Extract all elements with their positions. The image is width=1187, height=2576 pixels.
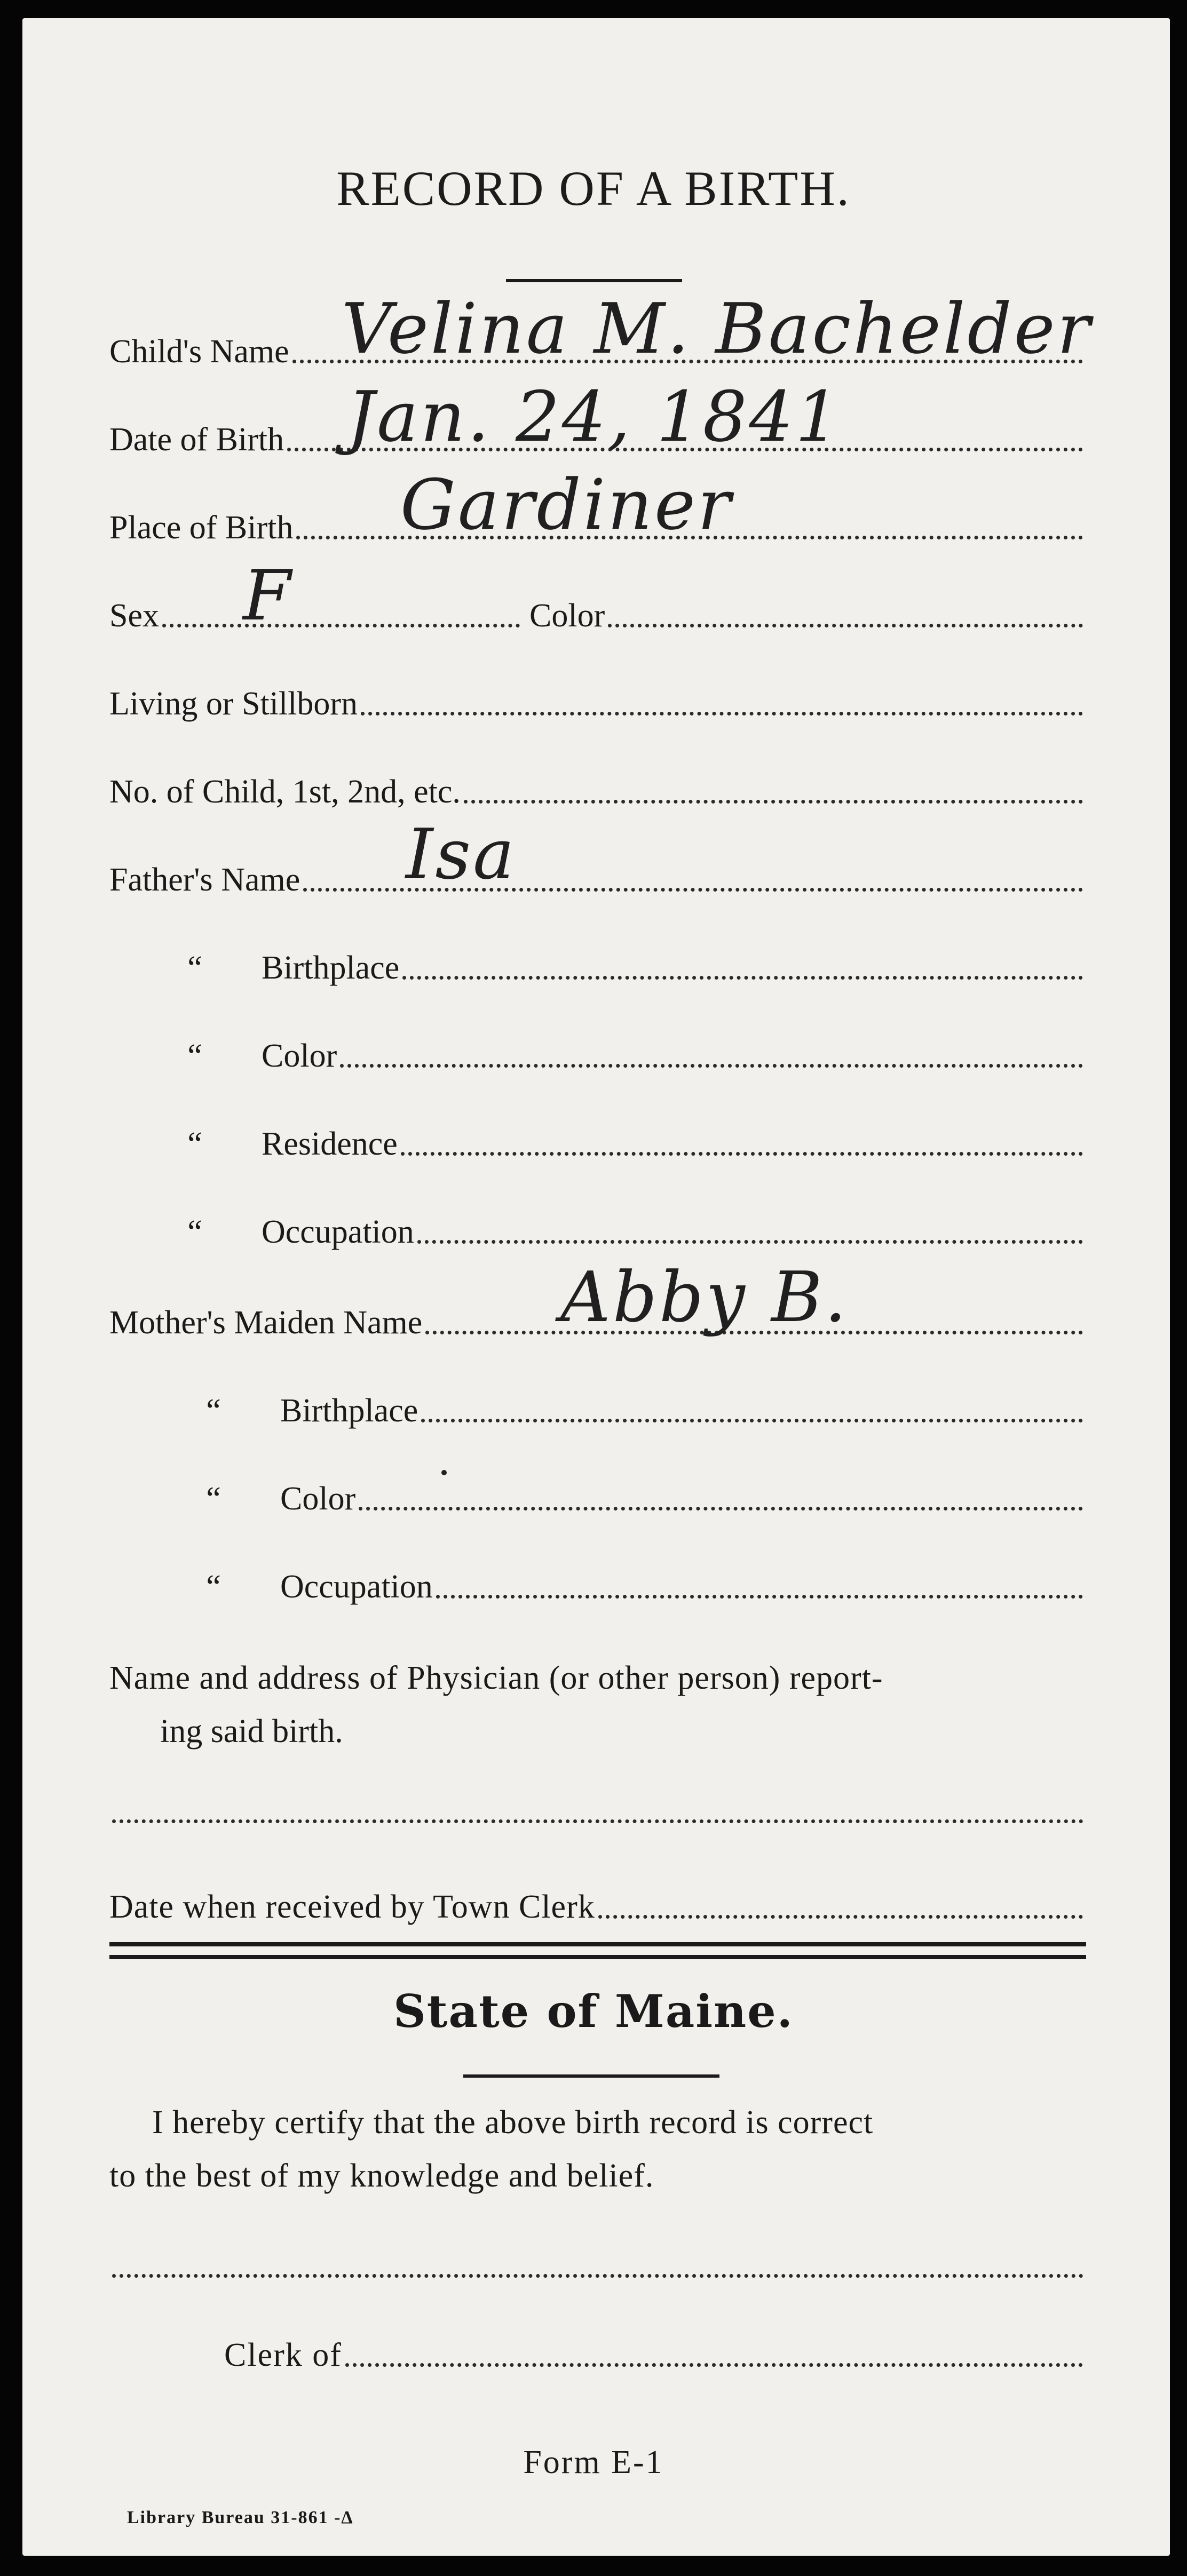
father-color-row	[155, 1011, 1086, 1075]
certification-statement	[109, 2096, 1086, 2203]
title-rule	[506, 279, 682, 282]
mother-birthplace-label: Birthplace	[280, 1393, 418, 1429]
mother-birthplace-line	[421, 1419, 1083, 1422]
ditto-mark: “	[206, 1393, 221, 1429]
mother-color-label: Color	[280, 1481, 356, 1517]
mother-occupation-line	[436, 1595, 1083, 1599]
physician-dotted-line	[112, 1819, 1083, 1823]
sex-value: F	[243, 555, 294, 636]
physician-block	[109, 1651, 1086, 1758]
section-rule-top	[109, 1942, 1086, 1946]
father-name-row	[109, 835, 1086, 899]
father-color-label: Color	[262, 1038, 337, 1074]
child-number-label: No. of Child, 1st, 2nd, etc.	[109, 774, 461, 810]
child-name-label: Child's Name	[109, 333, 289, 370]
ditto-mark: “	[187, 1038, 202, 1074]
clerk-line	[345, 2363, 1083, 2367]
living-line	[361, 712, 1083, 715]
father-occupation-label: Occupation	[262, 1214, 414, 1250]
ditto-mark: “	[206, 1481, 221, 1517]
place-of-birth-label: Place of Birth	[109, 510, 294, 546]
father-residence-line	[401, 1152, 1083, 1156]
mother-occupation-label: Occupation	[280, 1569, 433, 1605]
clerk-row	[224, 2310, 1086, 2374]
ditto-mark: “	[187, 950, 202, 986]
mother-name-label: Mother's Maiden Name	[109, 1305, 423, 1341]
father-name-label: Father's Name	[109, 862, 300, 898]
mother-name-value: Abby B.	[560, 1257, 849, 1338]
mother-birthplace-row	[173, 1366, 1086, 1430]
ditto-mark: “	[187, 1214, 202, 1250]
father-birthplace-label: Birthplace	[262, 950, 400, 986]
state-heading: State of Maine.	[393, 1985, 794, 2038]
physician-line-2: ing said birth.	[160, 1713, 343, 1750]
received-line	[598, 1915, 1083, 1919]
state-rule	[463, 2074, 719, 2078]
father-occupation-row	[155, 1187, 1086, 1251]
color-line	[608, 624, 1083, 627]
father-color-line	[340, 1064, 1083, 1068]
physician-line-1: Name and address of Physician (or other person) report-	[109, 1660, 883, 1696]
received-label: Date when received by Town Clerk	[109, 1889, 595, 1925]
received-row	[109, 1862, 1086, 1926]
father-birthplace-row	[155, 923, 1086, 987]
section-rule-bottom	[109, 1955, 1086, 1959]
living-label: Living or Stillborn	[109, 686, 358, 722]
living-row	[109, 659, 1086, 723]
child-number-line	[464, 800, 1083, 804]
father-birthplace-line	[402, 976, 1083, 980]
form-number: Form E-1	[523, 2444, 664, 2480]
sex-line	[162, 624, 520, 627]
printer-imprint: Library Bureau 31-861 -Δ	[127, 2508, 354, 2527]
signature-dotted-line	[112, 2274, 1083, 2278]
ditto-mark: “	[206, 1569, 221, 1605]
record-title: RECORD OF A BIRTH.	[336, 161, 851, 216]
mother-color-line	[359, 1507, 1083, 1510]
child-number-row	[109, 747, 1086, 811]
certification-line-2: to the best of my knowledge and belief.	[109, 2158, 654, 2194]
sex-label: Sex	[109, 598, 159, 634]
mother-occupation-row	[173, 1542, 1086, 1606]
place-of-birth-value: Gardiner	[400, 464, 733, 545]
clerk-label: Clerk of	[224, 2337, 342, 2373]
ditto-mark: “	[187, 1126, 202, 1162]
mother-color-row	[173, 1454, 1086, 1518]
father-occupation-line	[417, 1240, 1083, 1244]
child-name-value: Velina M. Bachelder	[342, 288, 1093, 369]
father-residence-row	[155, 1099, 1086, 1163]
father-residence-label: Residence	[262, 1126, 398, 1162]
color-label: Color	[529, 598, 605, 634]
date-of-birth-label: Date of Birth	[109, 422, 284, 458]
certification-line-1: I hereby certify that the above birth record is correct	[152, 2104, 874, 2141]
date-of-birth-value: Jan. 24, 1841	[347, 376, 842, 457]
father-name-value: Isa	[406, 814, 517, 895]
